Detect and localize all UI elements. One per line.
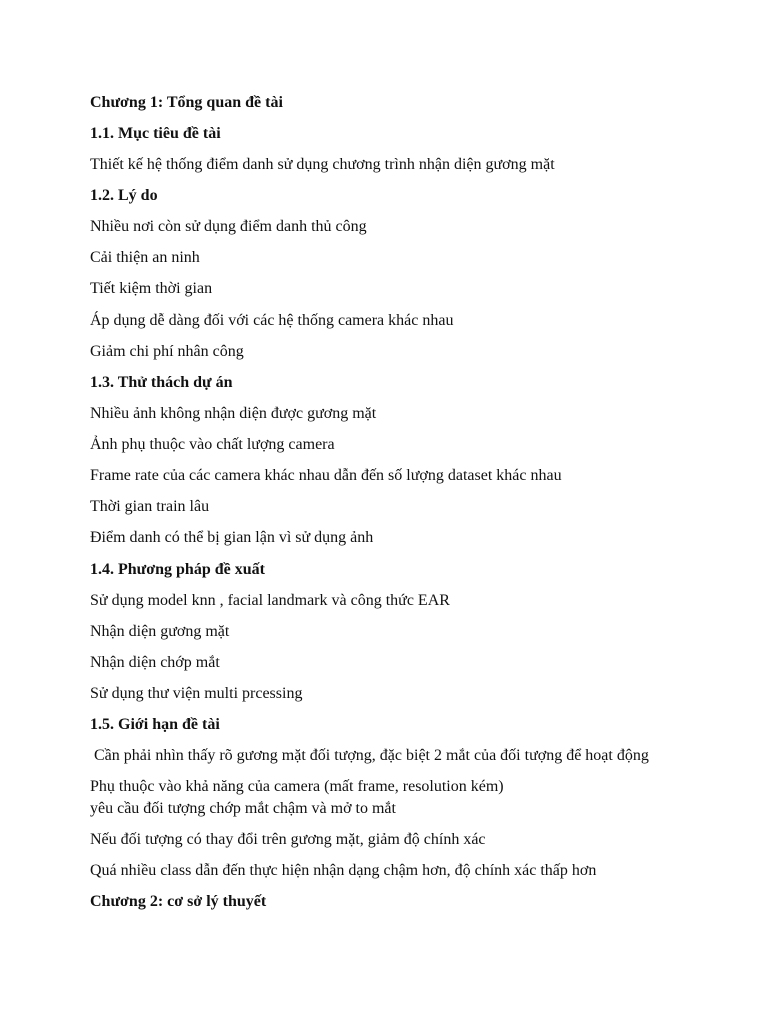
section-1-4-item: Sử dụng thư viện multi prcessing [90,685,303,702]
section-1-5-item: Nếu đối tượng có thay đổi trên gương mặt, giảm độ chính xác [90,831,486,848]
section-1-2-item: Nhiều nơi còn sử dụng điểm danh thủ công [90,218,367,235]
section-1-2-item: Cải thiện an ninh [90,249,200,266]
section-1-5-item: Cần phải nhìn thấy rõ gương mặt đối tượng, đặc biệt 2 mắt của đối tượng để hoạt động [90,747,649,764]
section-1-4-heading: 1.4. Phương pháp đề xuất [90,561,265,578]
section-1-1-text: Thiết kế hệ thống điểm danh sử dụng chương trình nhận diện gương mặt [90,156,555,173]
section-1-5-item: yêu cầu đối tượng chớp mắt chậm và mở to mắt [90,800,396,817]
section-1-2-item: Áp dụng dễ dàng đối với các hệ thống camera khác nhau [90,312,454,329]
section-1-2-heading: 1.2. Lý do [90,187,158,204]
section-1-4-item: Nhận diện gương mặt [90,623,230,640]
section-1-4-item: Sử dụng model knn , facial landmark và công thức EAR [90,592,450,609]
section-1-3-item: Thời gian train lâu [90,498,210,515]
section-1-4-item: Nhận diện chớp mắt [90,654,220,671]
section-1-3-item: Điểm danh có thể bị gian lận vì sử dụng ảnh [90,529,374,546]
section-1-5-item: Quá nhiều class dẫn đến thực hiện nhận dạng chậm hơn, độ chính xác thấp hơn [90,862,597,879]
section-1-2-item: Tiết kiệm thời gian [90,280,213,297]
chapter-2-title: Chương 2: cơ sở lý thuyết [90,893,267,910]
section-1-3-item: Nhiều ảnh không nhận diện được gương mặt [90,405,377,422]
section-1-2-item: Giảm chi phí nhân công [90,343,244,360]
section-1-5-item: Phụ thuộc vào khả năng của camera (mất frame, resolution kém) [90,778,504,795]
section-1-3-item: Frame rate của các camera khác nhau dẫn đến số lượng dataset khác nhau [90,467,562,484]
section-1-3-item: Ảnh phụ thuộc vào chất lượng camera [90,436,335,453]
section-1-3-heading: 1.3. Thử thách dự án [90,374,233,391]
chapter-1-title: Chương 1: Tổng quan đề tài [90,94,283,111]
section-1-1-heading: 1.1. Mục tiêu đề tài [90,125,221,142]
section-1-5-heading: 1.5. Giới hạn đề tài [90,716,220,733]
